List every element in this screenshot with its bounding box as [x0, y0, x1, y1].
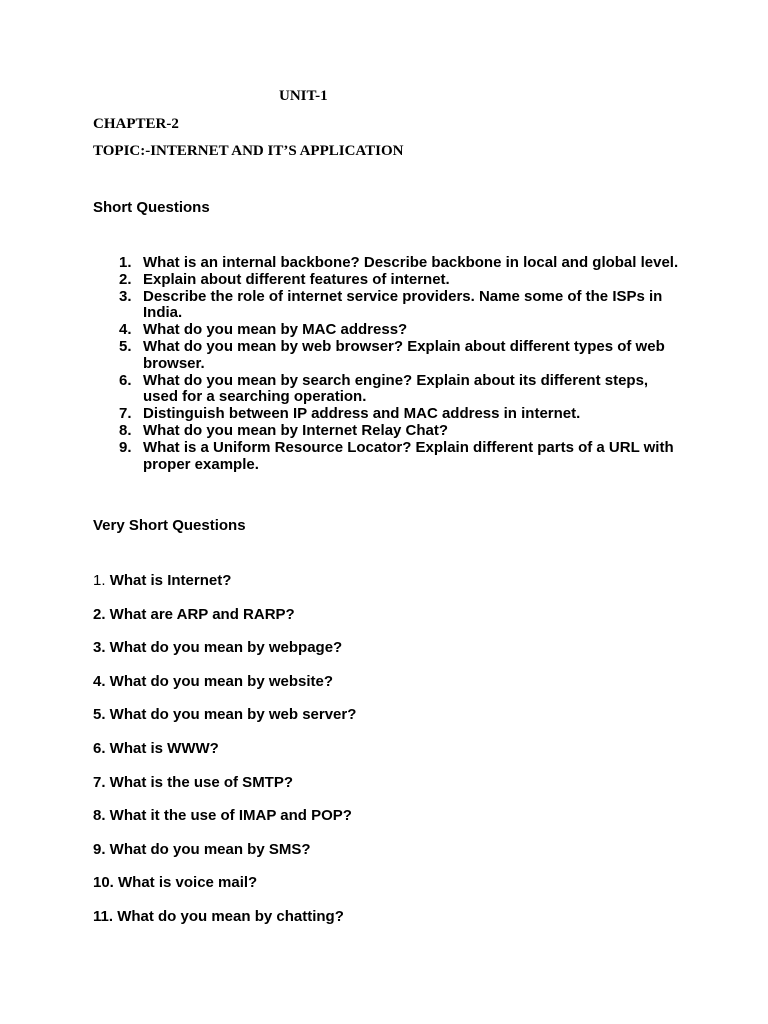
short-question-item [93, 289, 683, 323]
short-question-item [93, 440, 683, 474]
short-question-item [93, 339, 683, 373]
question-text: Distinguish between IP address and MAC address in internet. [143, 405, 581, 423]
question-number: 1. [93, 572, 106, 589]
very-short-question-item: 4. What do you mean by website? [93, 672, 334, 690]
question-number: 4. [119, 321, 132, 339]
question-text: What do you mean by Internet Relay Chat? [143, 421, 449, 439]
very-short-question-item: 2. What are ARP and RARP? [93, 605, 295, 623]
short-question-item [93, 255, 683, 272]
question-text: What is an internal backbone? Describe backbone in local and global level. [143, 254, 679, 271]
question-number: 8. [119, 421, 132, 439]
question-number: 1. [119, 254, 132, 271]
short-question-item [93, 406, 683, 423]
short-question-item [93, 322, 683, 339]
question-text: What is Internet? [109, 572, 232, 589]
short-question-item [93, 373, 683, 407]
question-number: 3. [119, 287, 132, 305]
question-text: What do you mean by search engine? Explain about its different steps, used for a searching operation. [143, 371, 649, 406]
very-short-question-item [93, 572, 356, 606]
very-short-questions-heading: Very Short Questions [93, 517, 246, 534]
very-short-question-item: 10. What is voice mail? [93, 874, 258, 892]
very-short-question-item: 7. What is the use of SMTP? [93, 773, 294, 791]
question-text: What is a Uniform Resource Locator? Explain different parts of a URL with proper example. [143, 438, 674, 473]
short-question-item [93, 272, 683, 289]
question-text: Describe the role of internet service providers. Name some of the ISPs in India. [143, 287, 663, 322]
short-question-item [93, 423, 683, 440]
very-short-question-item: 6. What is WWW? [93, 739, 219, 757]
very-short-question-item: 3. What do you mean by webpage? [93, 639, 343, 657]
short-questions-list [93, 255, 683, 473]
question-number: 2. [119, 270, 132, 288]
question-text: What do you mean by MAC address? [143, 321, 408, 339]
short-questions-heading: Short Questions [93, 199, 210, 216]
question-number: 9. [119, 438, 132, 456]
very-short-question-item: 5. What do you mean by web server? [93, 706, 357, 724]
topic-title: TOPIC:-INTERNET AND IT’S APPLICATION [93, 143, 404, 159]
very-short-question-item: 9. What do you mean by SMS? [93, 840, 311, 858]
very-short-questions-list [93, 572, 356, 942]
question-number: 7. [119, 405, 132, 423]
very-short-question-item: 11. What do you mean by chatting? [93, 907, 344, 925]
question-number: 5. [119, 337, 132, 355]
very-short-question-item: 8. What it the use of IMAP and POP? [93, 807, 352, 825]
chapter-title: CHAPTER-2 [93, 116, 179, 132]
question-text: What do you mean by web browser? Explain about different types of web browser. [143, 337, 665, 372]
question-number: 6. [119, 371, 132, 389]
question-text: Explain about different features of internet. [143, 270, 450, 288]
unit-title: UNIT-1 [279, 88, 328, 104]
